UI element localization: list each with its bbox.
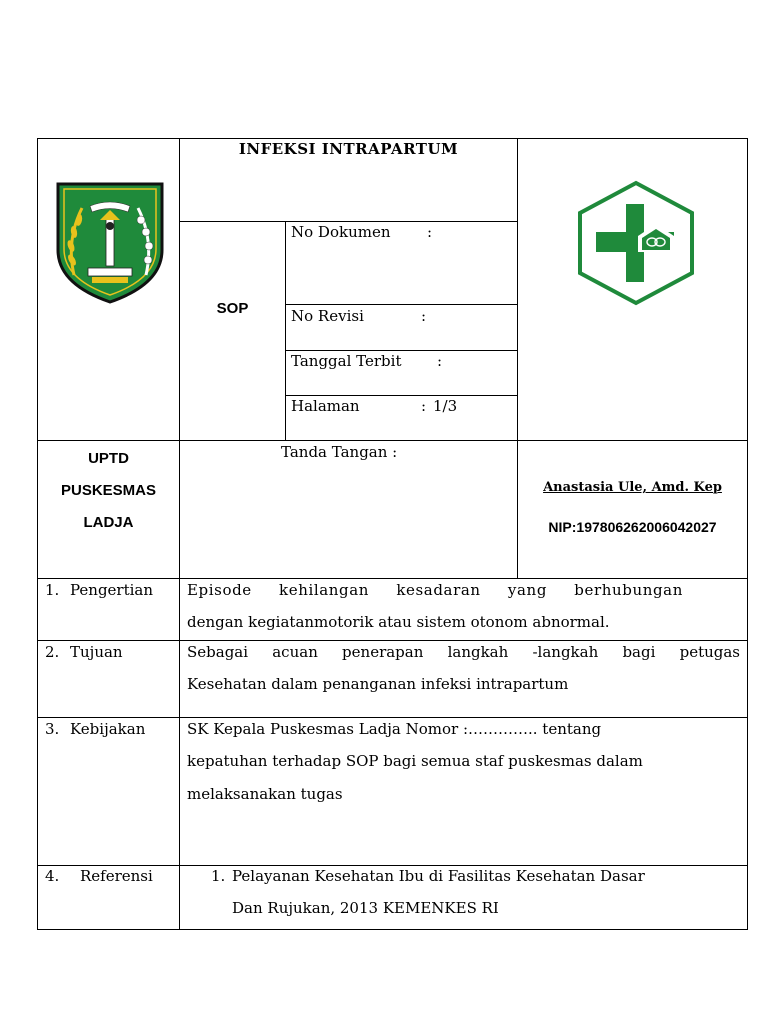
regency-logo bbox=[52, 180, 168, 306]
border-h-org bbox=[37, 440, 748, 441]
signatory-name: Anastasia Ule, Amd. Kep bbox=[543, 480, 722, 495]
org-name bbox=[38, 443, 179, 539]
section-1-line-1: Episode kehilangan kesadaran yang berhubungan bbox=[187, 581, 683, 599]
border-h-row4 bbox=[37, 865, 748, 866]
meta-halaman-sep: : bbox=[421, 397, 427, 415]
meta-halaman-label: Halaman bbox=[291, 397, 360, 415]
section-1-num: 1. bbox=[45, 581, 60, 599]
section-1-title: Pengertian bbox=[70, 581, 154, 599]
reference-1-line-1: Pelayanan Kesehatan Ibu di Fasilitas Kesehatan Dasar bbox=[232, 867, 645, 885]
org-line-3: LADJA bbox=[83, 514, 134, 531]
reference-1-num: 1. bbox=[211, 867, 226, 885]
puskesmas-logo bbox=[576, 180, 696, 306]
document-title: INFEKSI INTRAPARTUM bbox=[238, 140, 459, 158]
border-v-col1-head bbox=[179, 138, 180, 578]
border-top bbox=[37, 138, 748, 139]
signature-label: Tanda Tangan : bbox=[281, 443, 398, 461]
section-3-line-1: SK Kepala Puskesmas Ladja Nomor :………….. tentang bbox=[187, 720, 602, 738]
meta-tanggal-terbit-label: Tanggal Terbit bbox=[291, 352, 402, 370]
section-3-num: 3. bbox=[45, 720, 60, 738]
meta-halaman-value: 1/3 bbox=[433, 397, 458, 415]
border-h-meta1 bbox=[285, 304, 517, 305]
meta-no-revisi-label: No Revisi bbox=[291, 307, 364, 325]
border-h-row1 bbox=[37, 578, 748, 579]
meta-no-dokumen-sep: : bbox=[427, 223, 433, 241]
border-h-title bbox=[179, 221, 517, 222]
section-1-line-2: dengan kegiatanmotorik atau sistem otonom abnormal. bbox=[187, 613, 610, 631]
section-3-title: Kebijakan bbox=[70, 720, 146, 738]
border-v-meta bbox=[285, 221, 286, 440]
meta-no-revisi-sep: : bbox=[421, 307, 427, 325]
border-h-row2 bbox=[37, 640, 748, 641]
border-h-meta2 bbox=[285, 350, 517, 351]
section-3-line-3: melaksanakan tugas bbox=[187, 785, 343, 803]
section-4-title: Referensi bbox=[80, 867, 153, 885]
section-3-line-2: kepatuhan terhadap SOP bagi semua staf puskesmas dalam bbox=[187, 752, 643, 770]
section-4-num: 4. bbox=[45, 867, 60, 885]
meta-tanggal-terbit-sep: : bbox=[437, 352, 443, 370]
border-v-body bbox=[179, 578, 180, 930]
section-2-title: Tujuan bbox=[70, 643, 123, 661]
border-h-meta3 bbox=[285, 395, 517, 396]
org-line-2: PUSKESMAS bbox=[60, 482, 157, 499]
border-right bbox=[747, 138, 748, 930]
border-h-row3 bbox=[37, 717, 748, 718]
section-2-num: 2. bbox=[45, 643, 60, 661]
section-2-line-2: Kesehatan dalam penanganan infeksi intrapartum bbox=[187, 675, 569, 693]
border-v-col3-head bbox=[517, 138, 518, 578]
sop-label: SOP bbox=[216, 300, 249, 317]
reference-1-line-2: Dan Rujukan, 2013 KEMENKES RI bbox=[232, 899, 499, 917]
section-2-line-1: Sebagai acuan penerapan langkah -langkah bagi petugas bbox=[187, 643, 740, 661]
org-line-1: UPTD bbox=[88, 450, 129, 467]
meta-no-dokumen-label: No Dokumen bbox=[291, 223, 391, 241]
signatory-nip: NIP:197806262006042027 bbox=[548, 519, 717, 535]
border-bottom bbox=[37, 929, 748, 930]
